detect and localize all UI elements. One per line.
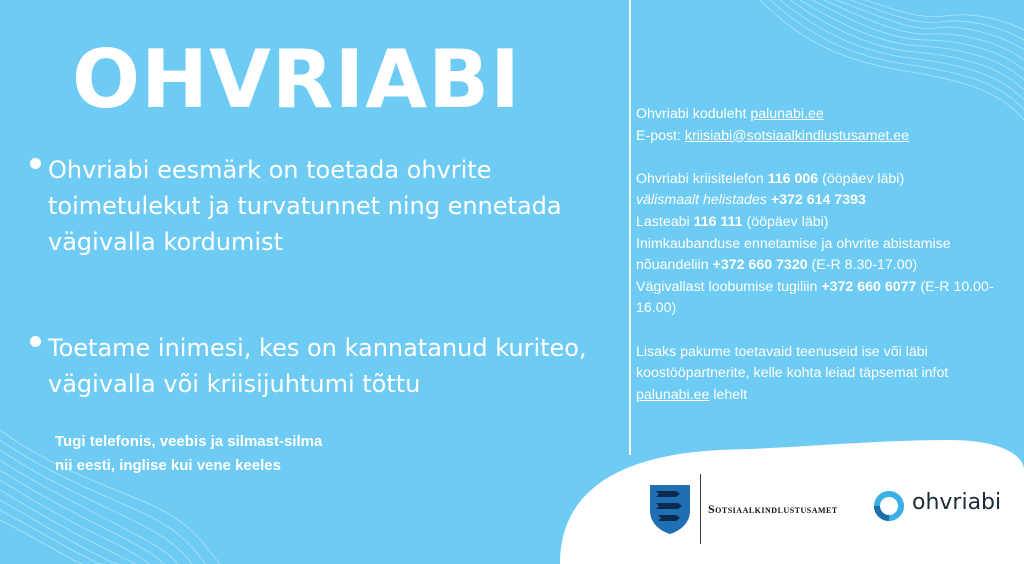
extra-text: Lisaks pakume toetavaid teenuseid ise või läbi koostööpartnerite, kelle kohta leiad täpsemat infot xyxy=(636,343,949,382)
trafficking-number: +372 660 7320 xyxy=(712,257,808,274)
bullet-dot-icon xyxy=(30,336,41,347)
bullet-text: Ohvriabi eesmärk on toetada ohvrite toimetulekut ja turvatunnet ning ennetada vägivalla kordumist xyxy=(48,156,562,256)
abroad-number: +372 614 7393 xyxy=(770,192,866,209)
violence-hours: (E-R 10.00-16.00) xyxy=(636,278,994,317)
trafficking-label: Inimkaubanduse ennetamise ja ohvrite abistamise nõuandeliin xyxy=(636,235,951,274)
page-title: OHVRIABI xyxy=(72,33,521,126)
list-item xyxy=(30,152,590,260)
three-lions-coat-of-arms-icon xyxy=(648,483,692,535)
trafficking-hours: (E-R 8.30-17.00) xyxy=(807,257,918,274)
support-note xyxy=(55,430,322,478)
violence-number: +372 660 6077 xyxy=(821,278,917,295)
list-item xyxy=(30,330,590,402)
divider xyxy=(629,0,631,455)
extra-link[interactable]: palunabi.ee xyxy=(636,386,710,403)
crisis-number: 116 006 xyxy=(767,170,819,187)
crisis-hours: (ööpäev läbi) xyxy=(818,170,905,187)
brand-name: ohvriabi xyxy=(912,490,1002,515)
bullet-dot-icon xyxy=(30,158,41,169)
ohvriabi-ring-icon xyxy=(872,489,906,523)
abroad-label: välismaalt helistades xyxy=(636,192,771,209)
extra-info xyxy=(636,342,1011,407)
violence-label: Vägivallast loobumise tugiliin xyxy=(636,278,822,295)
email-line xyxy=(636,126,1011,148)
extra-suffix: lehelt xyxy=(709,386,748,403)
homepage-link[interactable]: palunabi.ee xyxy=(750,106,824,122)
crisis-line xyxy=(636,169,1011,191)
email-label: E-post: xyxy=(636,127,685,144)
abroad-line xyxy=(636,190,1011,212)
child-number: 116 111 xyxy=(693,213,743,230)
homepage-line xyxy=(636,104,1011,126)
support-line: Tugi telefonis, veebis ja silmast-silma xyxy=(55,433,323,450)
agency-name: Sotsiaalkindlustusamet xyxy=(708,502,838,516)
child-hours: (ööpäev läbi) xyxy=(742,213,829,230)
logo-separator xyxy=(700,474,701,544)
homepage-label: Ohvriabi koduleht xyxy=(636,106,751,122)
child-line xyxy=(636,212,1011,234)
trafficking-line xyxy=(636,234,1011,277)
violence-line xyxy=(636,277,1011,320)
bullet-text: Toetame inimesi, kes on kannatanud kuriteo, vägivalla või kriisijuhtumi tõttu xyxy=(48,334,587,398)
child-label: Lasteabi xyxy=(636,213,694,230)
email-link[interactable]: kriisiabi@sotsiaalkindlustusamet.ee xyxy=(684,127,910,144)
crisis-label: Ohvriabi kriisitelefon xyxy=(636,170,768,187)
contact-info xyxy=(636,104,1011,406)
support-line: nii eesti, inglise kui vene keeles xyxy=(55,457,281,474)
